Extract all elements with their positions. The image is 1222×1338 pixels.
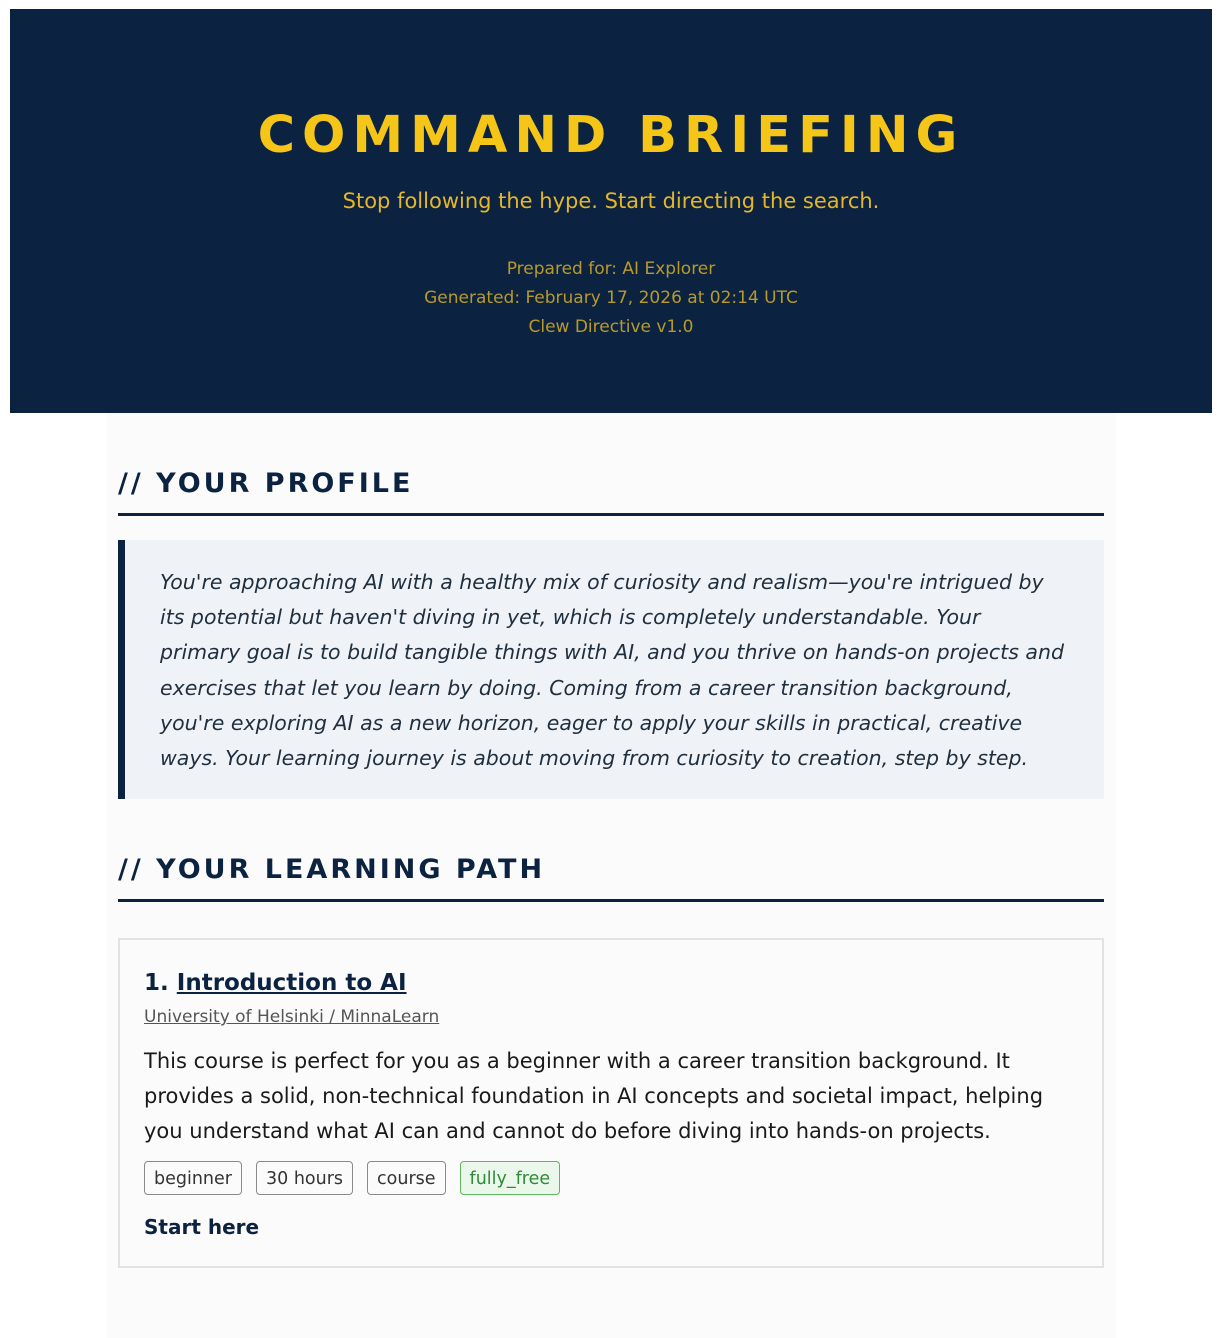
start-here-label: Start here <box>144 1215 260 1239</box>
briefing-header <box>10 9 1212 413</box>
tag-format: course <box>367 1161 446 1195</box>
tag-duration: 30 hours <box>256 1161 353 1195</box>
course-tags <box>144 1161 560 1195</box>
page-title: COMMAND BRIEFING <box>257 106 965 165</box>
tag-level: beginner <box>144 1161 242 1195</box>
course-description: This course is perfect for you as a beginner with a career transition background. It provides a solid, non-technical foundation in AI concepts and societal impact, helping you understand what AI can and cannot do before diving into hands-on projects. <box>144 1049 1044 1143</box>
prepared-for: Prepared for: AI Explorer <box>506 259 716 279</box>
course-number: 1. <box>144 970 169 996</box>
profile-summary: You're approaching AI with a healthy mix of curiosity and realism—you're intrigued by its potential but haven't diving in yet, which is completely understandable. Your primary goal is to build tangible things with AI, and you thrive on hands-on projects and exercises that let you learn by doing. Coming from a career transition background, you're exploring AI as a new horizon, eager to apply your skills in practical, creative ways. Your learning journey is about moving from curiosity to creation, step by step. <box>118 540 1104 799</box>
briefing-meta <box>10 255 1212 342</box>
learning-path-heading: // YOUR LEARNING PATH <box>118 850 1104 902</box>
tagline: Stop following the hype. Start directing the search. <box>342 189 880 213</box>
course-provider-link[interactable]: University of Helsinki / MinnaLearn <box>144 1007 440 1027</box>
course-card <box>118 938 1104 1268</box>
tag-cost: fully_free <box>460 1161 561 1195</box>
course-title-link[interactable]: Introduction to AI <box>176 970 407 996</box>
version-label: Clew Directive v1.0 <box>528 317 694 337</box>
profile-heading: // YOUR PROFILE <box>118 464 1104 516</box>
course-title-row <box>144 966 407 1000</box>
briefing-content <box>107 413 1116 1338</box>
generated-timestamp: Generated: February 17, 2026 at 02:14 UTC <box>424 288 798 308</box>
